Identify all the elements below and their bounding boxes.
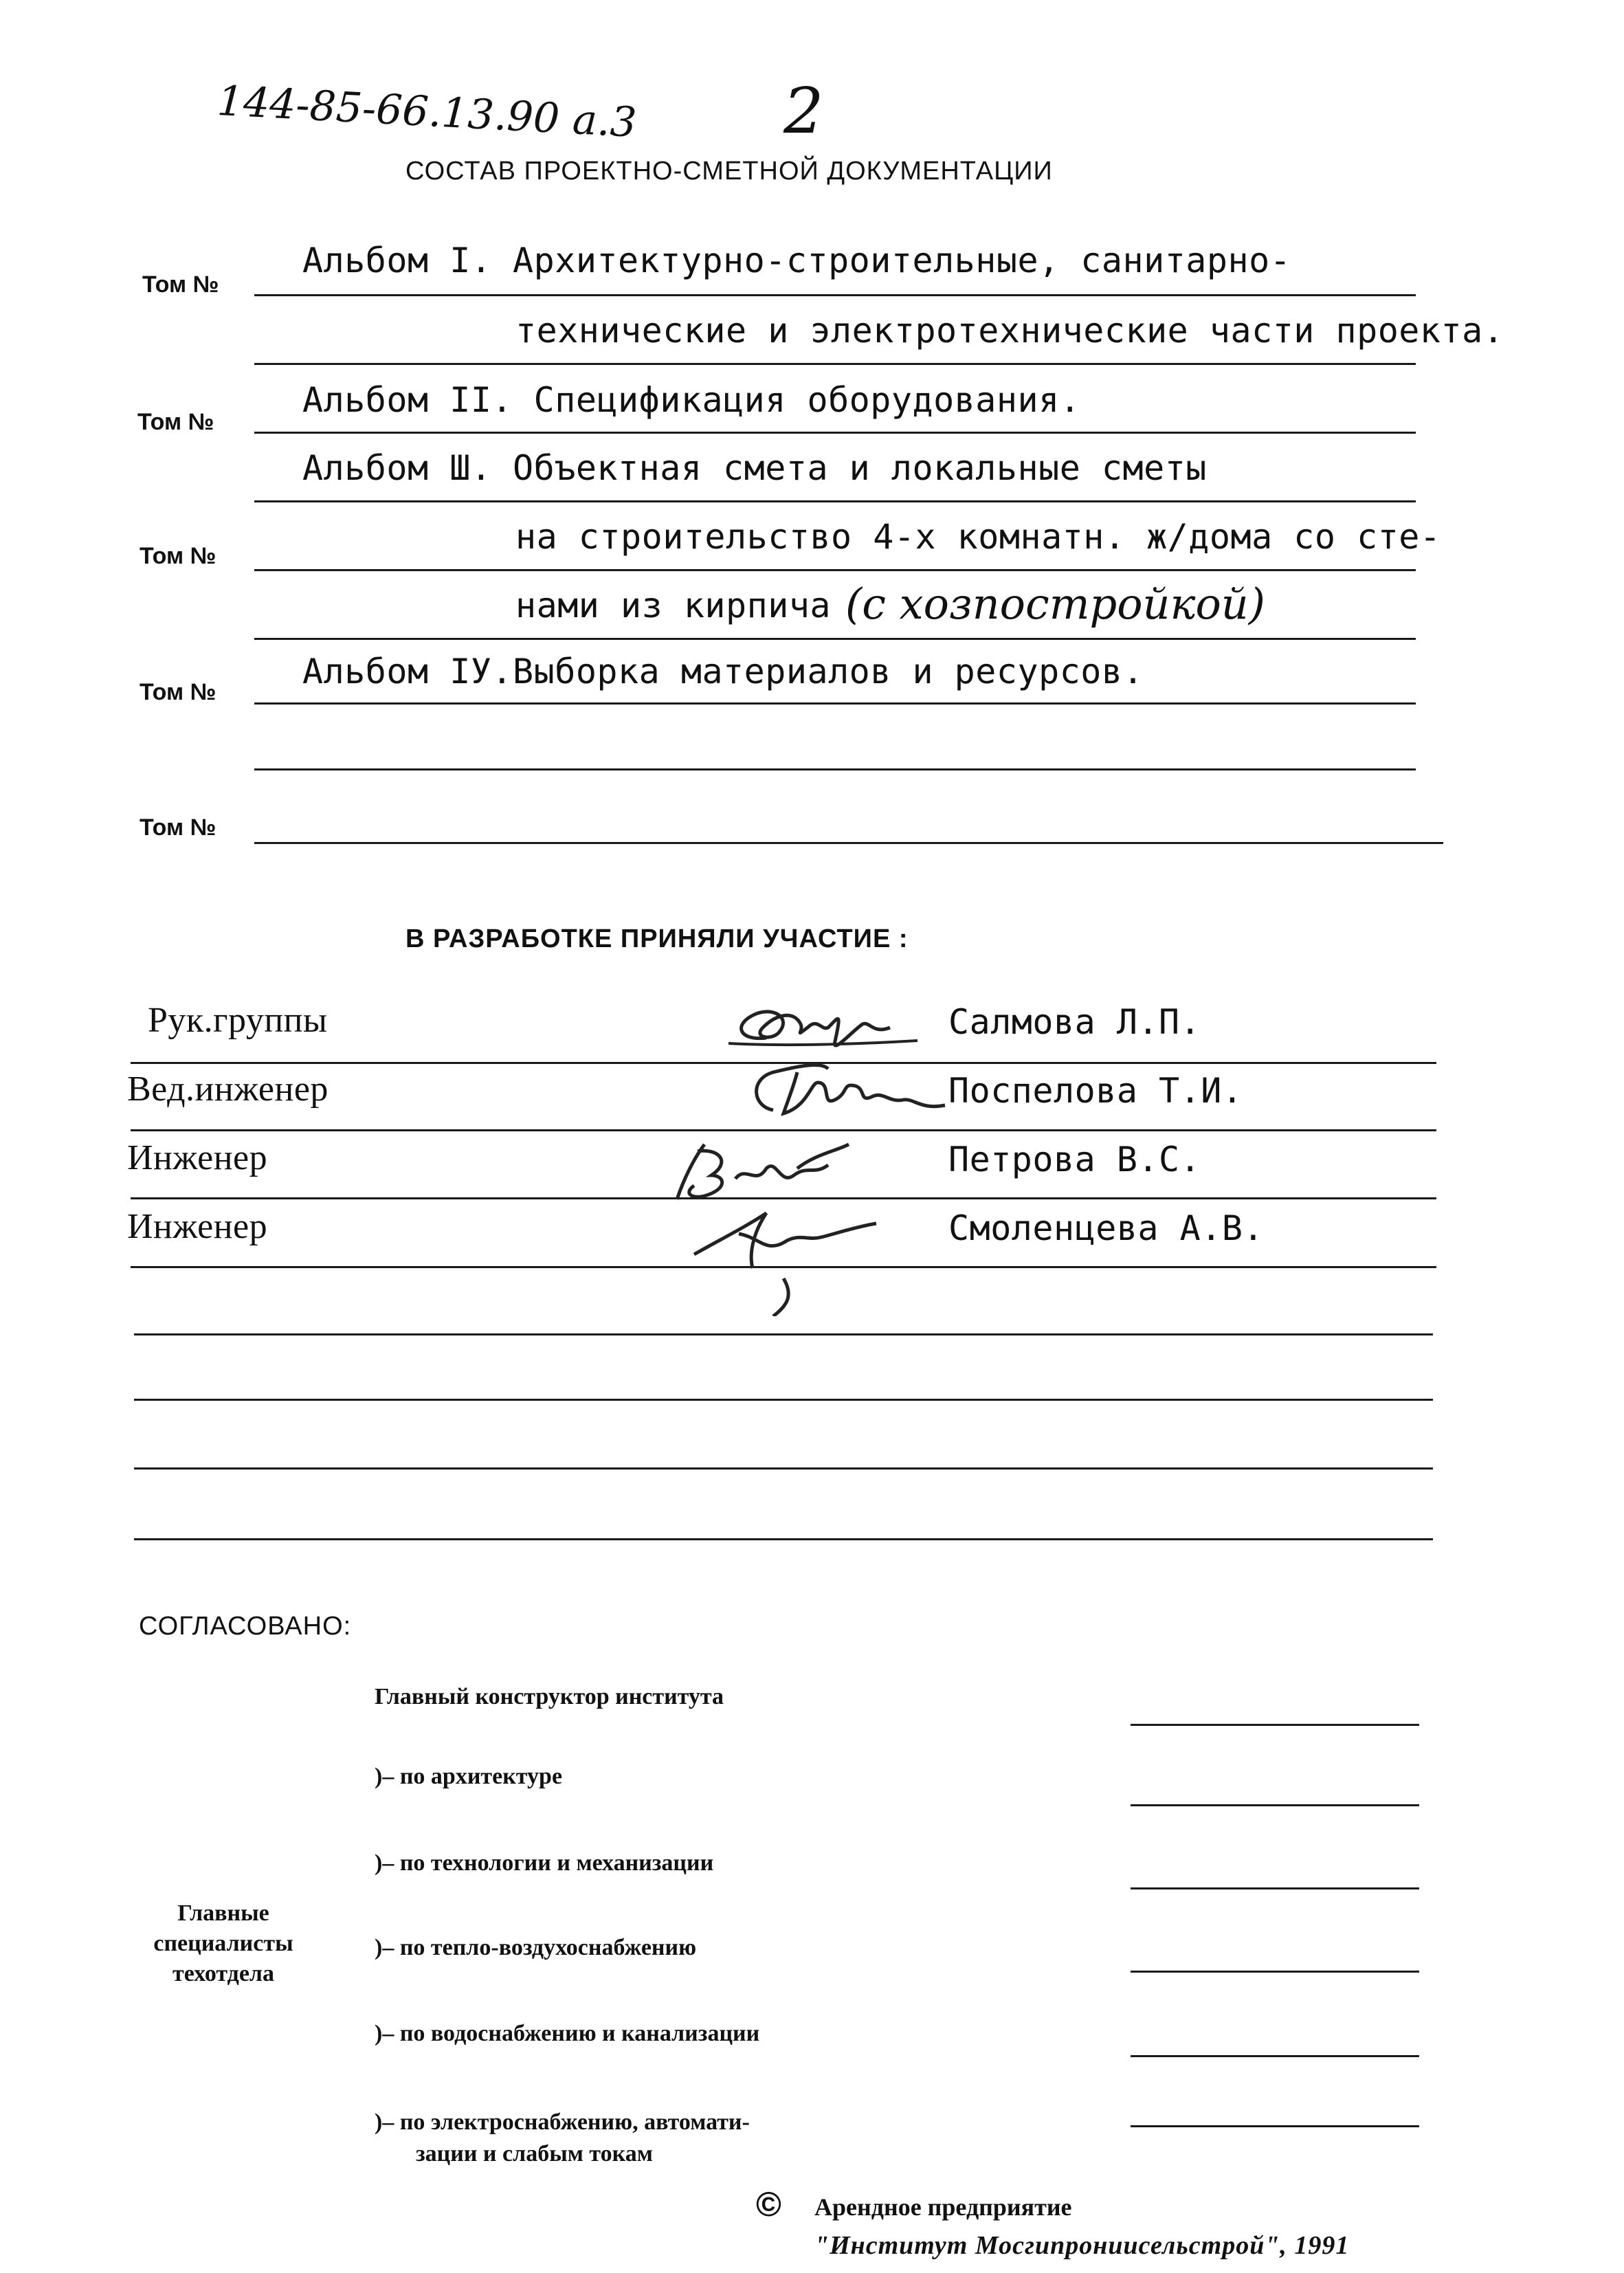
participant-name: Поспелова Т.И.	[948, 1071, 1243, 1111]
tom-label: Том №	[137, 409, 214, 435]
specialists-label-line: Главные	[177, 1900, 269, 1926]
specialist-architecture: )– по архитектуре	[375, 1764, 563, 1789]
divider	[134, 1538, 1433, 1540]
signature-line	[1131, 2055, 1419, 2057]
volume-3-line-2: на строительство 4-х комнатн. ж/дома со сте-	[515, 517, 1441, 557]
signature-line	[1131, 1887, 1419, 1889]
volume-2-line-1: Альбом II. Спецификация оборудования.	[302, 380, 1081, 420]
participant-role: Рук.группы	[148, 1001, 328, 1040]
divider	[254, 294, 1416, 296]
footer-line-1: Арендное предприятие	[814, 2193, 1072, 2221]
participants-heading: В РАЗРАБОТКЕ ПРИНЯЛИ УЧАСТИЕ :	[405, 924, 909, 953]
specialists-label	[120, 1898, 326, 1989]
divider	[254, 768, 1416, 770]
signature-line	[1131, 1804, 1419, 1806]
signature-line	[1131, 2125, 1419, 2127]
divider	[254, 842, 1443, 844]
specialists-label-line: специалисты	[153, 1931, 293, 1956]
signature-line	[1131, 1724, 1419, 1726]
specialist-label: по архитектуре	[399, 1764, 563, 1789]
volume-3-line-1: Альбом Ш. Объектная смета и локальные сметы	[302, 448, 1207, 488]
divider	[254, 363, 1416, 365]
chief-constructor-label: Главный конструктор института	[375, 1684, 724, 1709]
signature	[746, 1052, 952, 1127]
specialist-label: по технологии и механизации	[399, 1850, 714, 1876]
tom-label: Том №	[140, 679, 216, 705]
specialist-technology: )– по технологии и механизации	[375, 1850, 714, 1876]
divider	[254, 500, 1416, 502]
specialist-electric-line-2: зации и слабым токам	[416, 2141, 653, 2166]
participant-name: Петрова В.С.	[948, 1140, 1201, 1179]
agreed-heading: СОГЛАСОВАНО:	[139, 1612, 352, 1641]
participant-role: Инженер	[127, 1207, 268, 1246]
copyright-icon: ©	[756, 2185, 781, 2224]
participant-role: Вед.инженер	[127, 1069, 329, 1109]
participant-role: Инженер	[127, 1138, 268, 1177]
page-number: 2	[783, 74, 824, 148]
document-number: 144-85-66.13.90 а.3	[216, 77, 638, 147]
divider	[254, 638, 1416, 640]
volume-4-line-1: Альбом IУ.Выборка материалов и ресурсов.	[302, 652, 1144, 691]
tom-label: Том №	[140, 814, 216, 841]
tom-label: Том №	[142, 271, 219, 298]
divider	[254, 569, 1416, 571]
divider	[254, 702, 1416, 705]
tom-label: Том №	[140, 543, 216, 569]
specialist-label: по тепло-воздухоснабжению	[399, 1935, 697, 1960]
specialist-electric-line-1: )– по электроснабжению, автомати-	[375, 2109, 750, 2135]
footer-line-2: "Институт Мосгипрониисельстрой", 1991	[814, 2231, 1350, 2260]
document-title: СОСТАВ ПРОЕКТНО-СМЕТНОЙ ДОКУМЕНТАЦИИ	[405, 157, 1053, 186]
specialist-electric	[375, 2107, 750, 2170]
volume-1-line-2: технические и электротехнические части проекта.	[515, 311, 1504, 351]
divider	[131, 1129, 1436, 1131]
specialist-heating: )– по тепло-воздухоснабжению	[375, 1935, 697, 1960]
handwritten-note: (с хозпостройкой)	[845, 579, 1265, 629]
divider	[134, 1333, 1433, 1335]
volume-1-line-1: Альбом I. Архитектурно-строительные, санитарно-	[302, 241, 1291, 280]
divider	[254, 432, 1416, 434]
specialist-label: по водоснабжению и канализации	[399, 2021, 760, 2046]
signature-line	[1131, 1971, 1419, 1973]
divider	[134, 1399, 1433, 1401]
participant-name: Салмова Л.П.	[948, 1002, 1201, 1042]
specialist-water: )– по водоснабжению и канализации	[375, 2021, 760, 2046]
signature	[656, 1138, 904, 1316]
volume-3-line-3: нами из кирпича	[515, 586, 832, 625]
participant-name: Смоленцева А.В.	[948, 1208, 1265, 1248]
divider	[134, 1467, 1433, 1470]
specialists-label-line: техотдела	[173, 1961, 274, 1986]
